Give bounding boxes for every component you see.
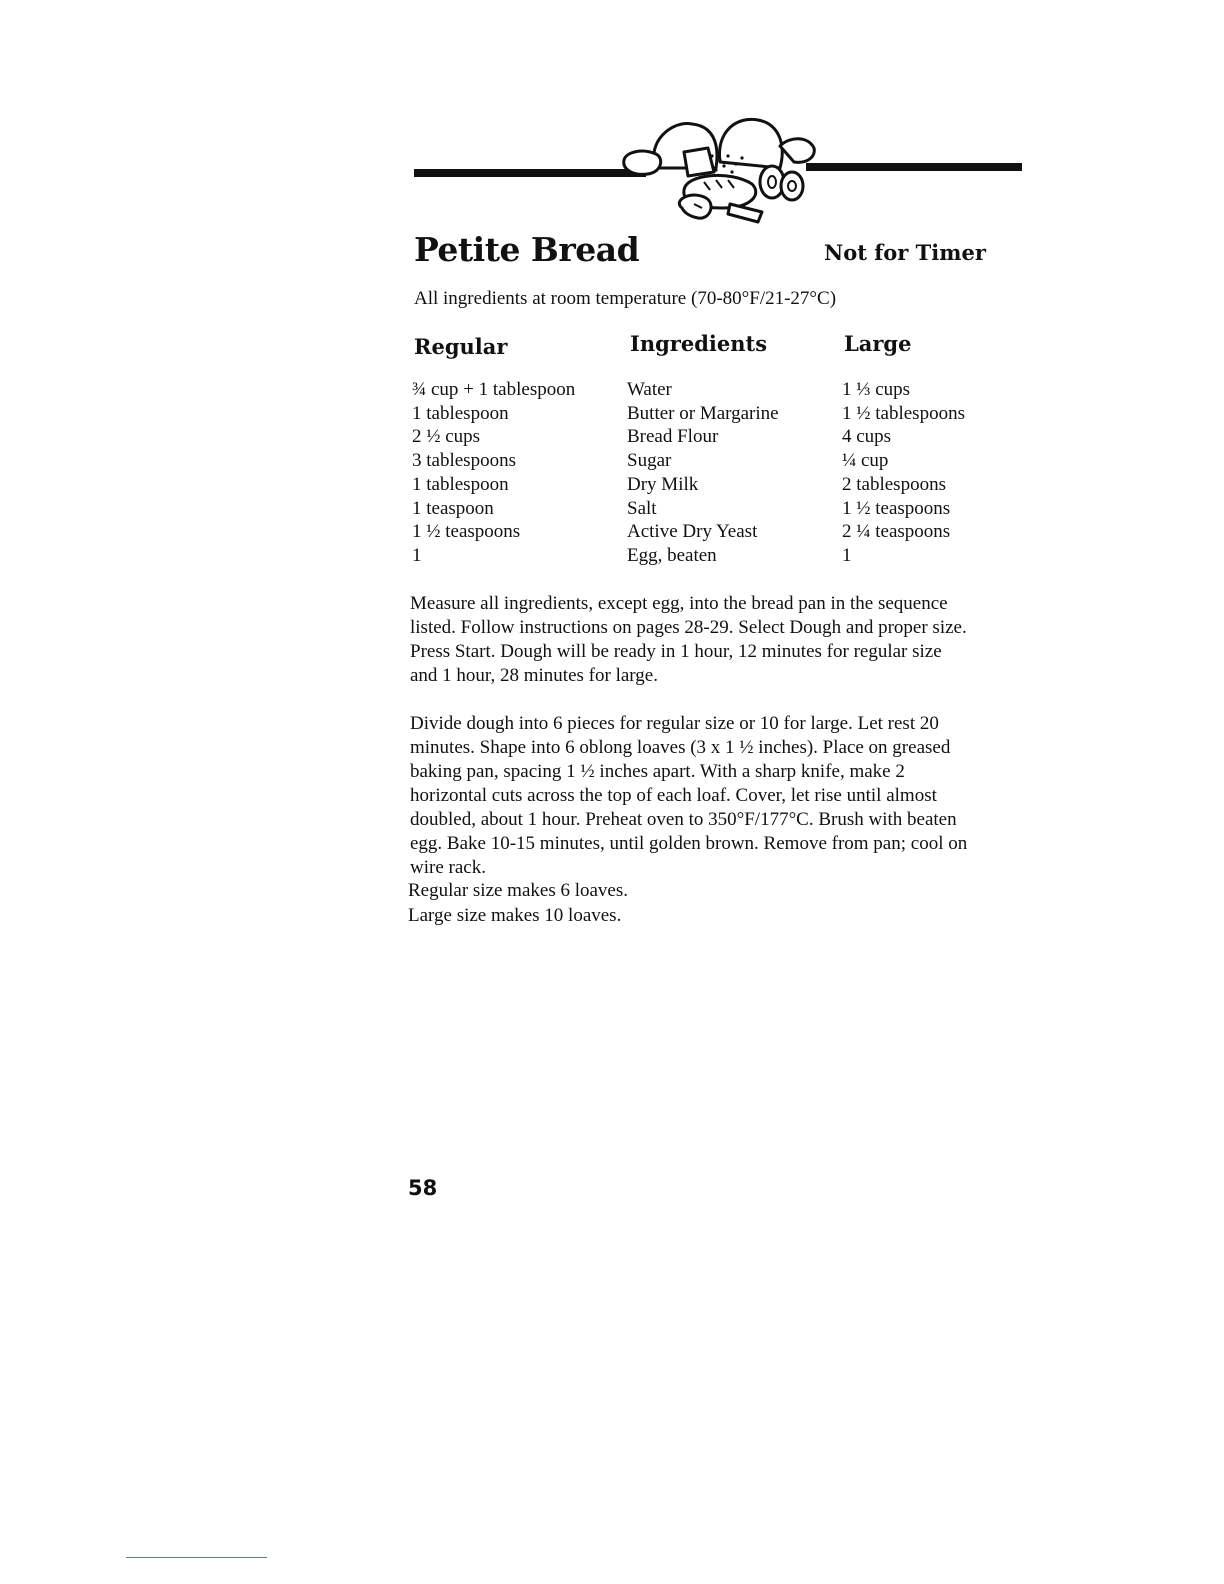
ingredient-name: Sugar [627, 450, 672, 472]
ingredient-name: Active Dry Yeast [627, 521, 758, 543]
recipe-title: Petite Bread [414, 230, 640, 269]
ingredient-name: Butter or Margarine [627, 402, 779, 424]
ingredient-name: Bread Flour [627, 426, 719, 448]
regular-amount: 1 ½ teaspoons [412, 521, 521, 543]
ingredient-name: Salt [627, 497, 657, 519]
timer-note: Not for Timer [824, 240, 986, 265]
instructions-paragraph-1: Measure all ingredients, except egg, into the bread pan in the sequence listed. Follow instructions on pages 28-29. Select Dough and proper size. Press Start. Dough will be ready in 1 hour, 12 minutes for regular size and 1 hour, 28 minutes for large. [410, 593, 967, 686]
temperature-note: All ingredients at room temperature (70-80°F/21-27°C) [414, 288, 837, 309]
regular-amount: ¾ cup + 1 tablespoon [412, 379, 576, 400]
large-amount: ¼ cup [842, 450, 889, 472]
bread-basket-icon [612, 112, 826, 232]
ingredients-column [627, 378, 779, 568]
large-amount: 2 ¼ teaspoons [842, 521, 951, 543]
regular-amounts-column [412, 378, 575, 568]
regular-amount: 1 [412, 544, 422, 566]
header-rule-right [806, 163, 1022, 171]
yield-notes [408, 878, 628, 928]
large-amount: 1 [842, 544, 852, 566]
yield-regular: Regular size makes 6 loaves. [408, 880, 629, 901]
large-amount: 1 ½ tablespoons [842, 402, 965, 424]
regular-amount: 1 tablespoon [412, 473, 509, 495]
large-amount: 1 ½ teaspoons [842, 497, 951, 519]
header-ingredients: Ingredients [630, 331, 768, 356]
instructions-paragraph-2: Divide dough into 6 pieces for regular size or 10 for large. Let rest 20 minutes. Shape into 6 oblong loaves (3 x 1 ½ inches). Place on greased baking pan, spacing 1 ½ inches apart. With a sharp knife, make 2 horizontal cuts across the top of each loaf. Cover, let rise until almost doubled, about 1 hour. Preheat oven to 350°F/177°C. Brush with beaten egg. Bake 10-15 minutes, until golden brown. Remove from pan; cool on wire rack. [410, 713, 968, 878]
large-amount: 2 tablespoons [842, 473, 946, 495]
regular-amount: 1 teaspoon [412, 497, 494, 519]
ingredient-name: Dry Milk [627, 473, 699, 495]
large-amount: 1 ⅓ cups [842, 379, 911, 400]
regular-amount: 3 tablespoons [412, 450, 516, 472]
yield-large: Large size makes 10 loaves. [408, 905, 622, 926]
regular-amount: 1 tablespoon [412, 402, 509, 424]
ingredient-name: Water [627, 379, 672, 400]
regular-amount: 2 ½ cups [412, 426, 481, 448]
large-amount: 4 cups [842, 426, 892, 448]
header-large: Large [844, 331, 912, 356]
header-regular: Regular [414, 334, 508, 359]
large-amounts-column [842, 378, 965, 568]
bottom-rule [126, 1557, 267, 1558]
page-number: 58 [408, 1176, 438, 1200]
ingredient-name: Egg, beaten [627, 544, 717, 566]
